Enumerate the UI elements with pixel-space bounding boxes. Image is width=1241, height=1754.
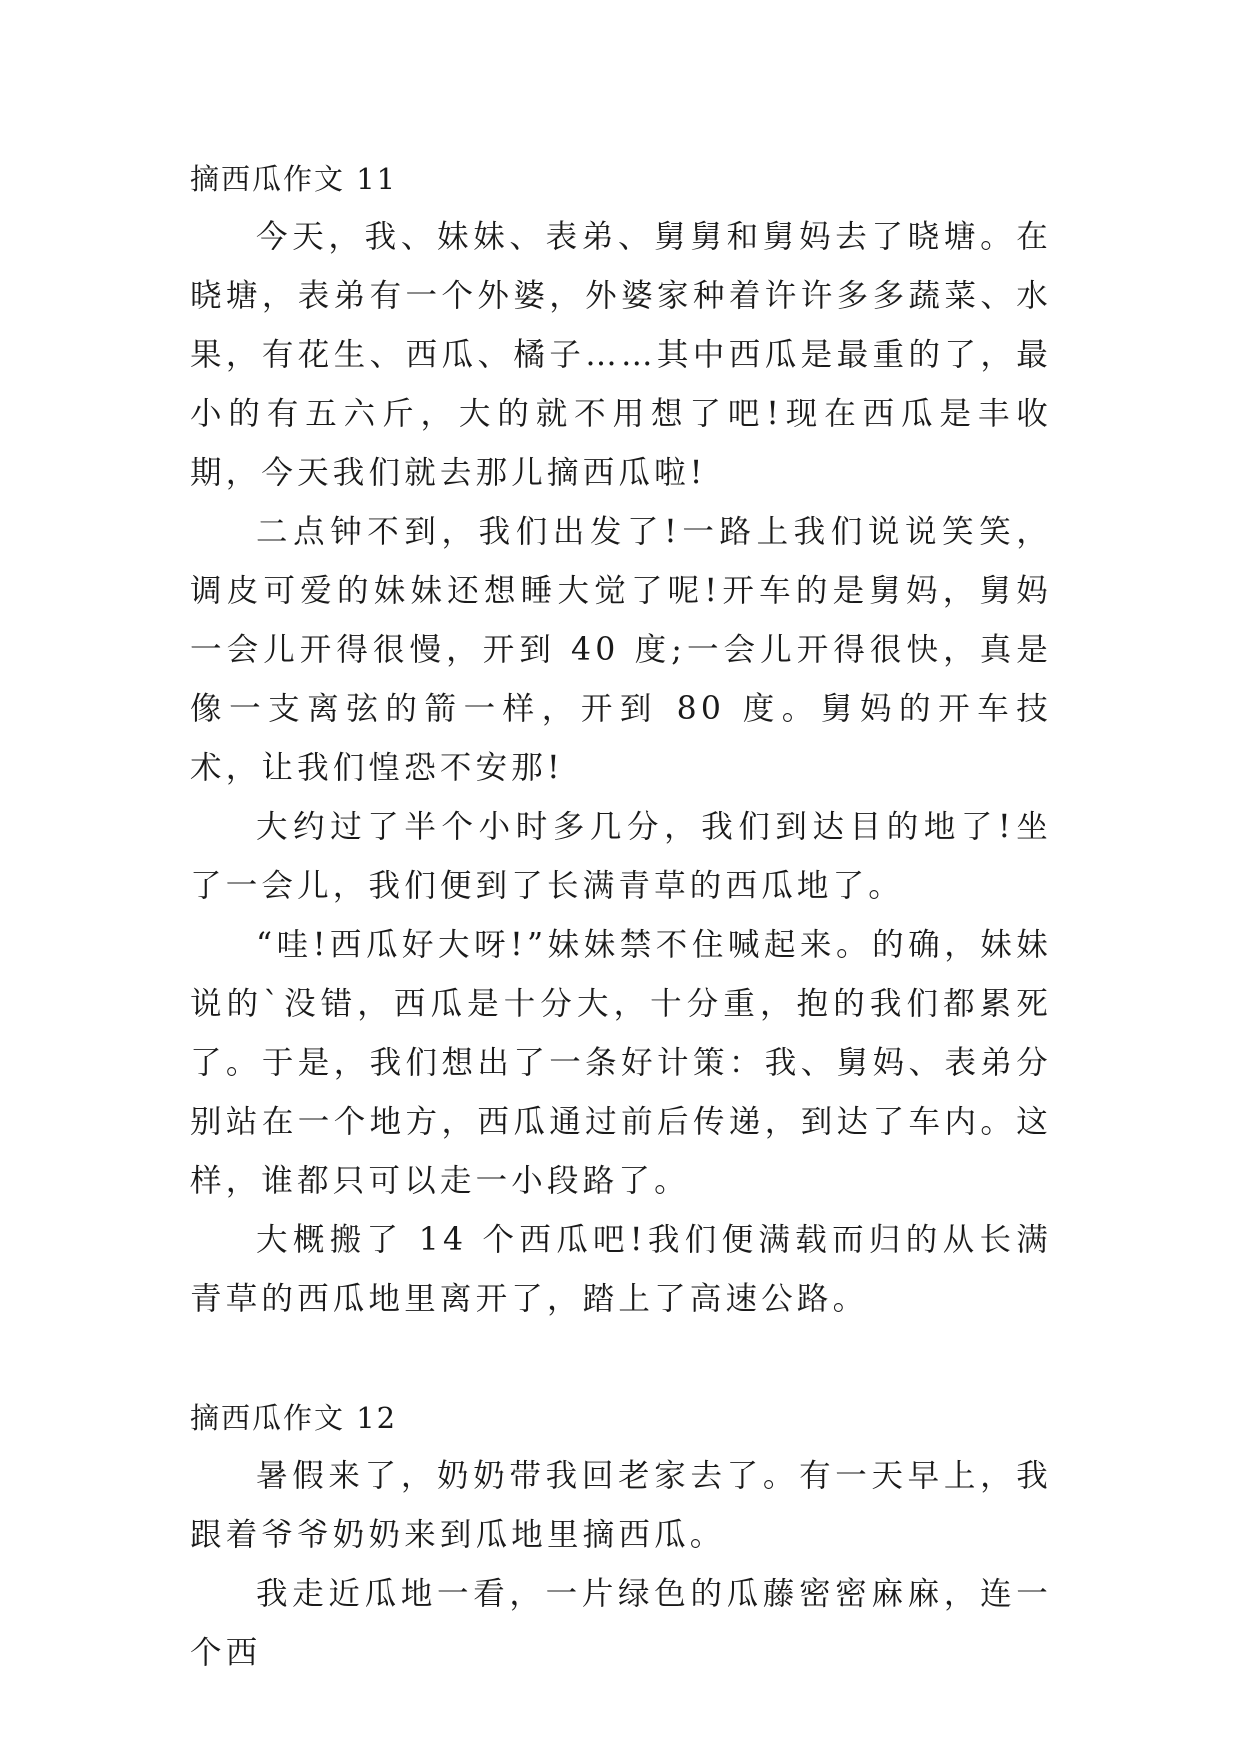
paragraph: 今天，我、妹妹、表弟、舅舅和舅妈去了晓塘。在晓塘，表弟有一个外婆，外婆家种着许许多多蔬菜、水果，有花生、西瓜、橘子……其中西瓜是最重的了，最小的有五六斤，大的就不用想了吧!现在西瓜是丰收期，今天我们就去那儿摘西瓜啦!	[190, 219, 1052, 491]
paragraph: 大概搬了 14 个西瓜吧!我们便满载而归的从长满青草的西瓜地里离开了，踏上了高速公路。	[190, 1222, 1052, 1317]
paragraph: 大约过了半个小时多几分，我们到达目的地了!坐了一会儿，我们便到了长满青草的西瓜地了。	[190, 809, 1052, 904]
essay-title: 摘西瓜作文 11	[190, 162, 398, 196]
paragraph: 我走近瓜地一看，一片绿色的瓜藤密密麻麻，连一个西	[190, 1576, 1052, 1671]
paragraph: 暑假来了，奶奶带我回老家去了。有一天早上，我跟着爷爷奶奶来到瓜地里摘西瓜。	[190, 1458, 1052, 1553]
essay-title: 摘西瓜作文 12	[190, 1401, 398, 1435]
paragraph: 二点钟不到，我们出发了!一路上我们说说笑笑，调皮可爱的妹妹还想睡大觉了呢!开车的是舅妈，舅妈一会儿开得很慢，开到 40 度;一会儿开得很快，真是像一支离弦的箭一样，开到 80 度。舅妈的开车技术，让我们惶恐不安那!	[190, 514, 1052, 786]
essay-11	[190, 160, 1052, 1329]
paragraph: “哇!西瓜好大呀!”妹妹禁不住喊起来。的确，妹妹说的`没错，西瓜是十分大，十分重，抱的我们都累死了。于是，我们想出了一条好计策：我、舅妈、表弟分别站在一个地方，西瓜通过前后传递，到达了车内。这样，谁都只可以走一小段路了。	[190, 927, 1052, 1199]
document-page	[190, 160, 1052, 1683]
essay-12	[190, 1399, 1052, 1683]
